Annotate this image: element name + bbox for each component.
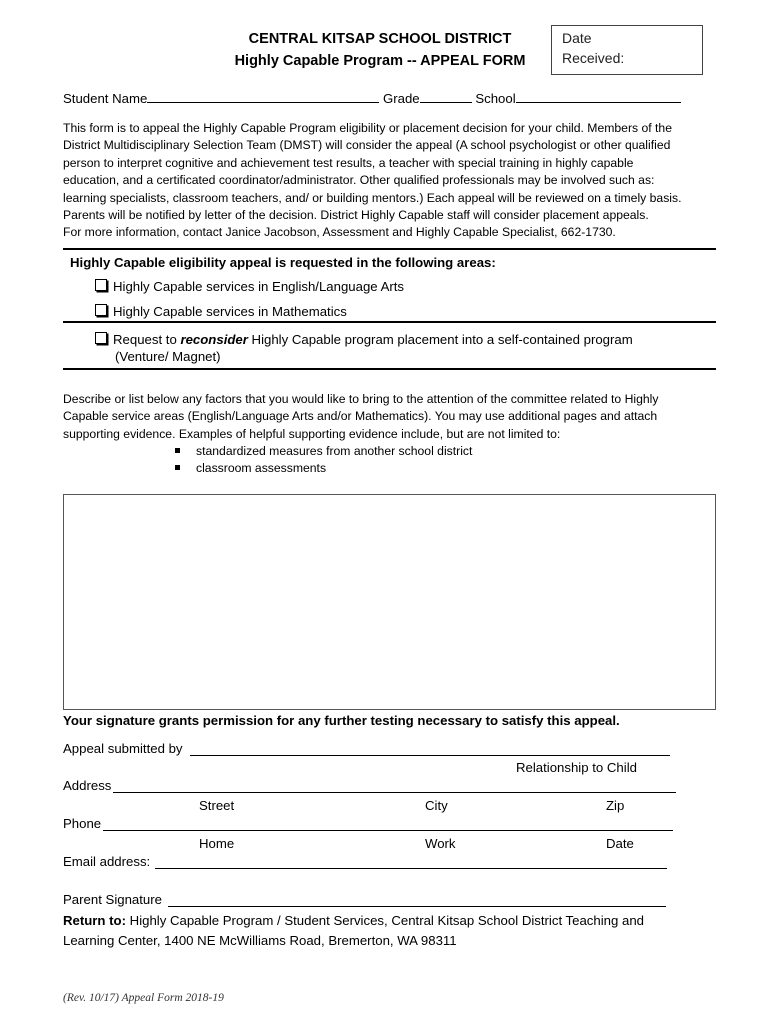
intro-line: District Multidisciplinary Selection Team (DMST) will consider the appeal (A school psychologist or other qualified <box>63 138 671 153</box>
intro-line: person to interpret cognitive and achievement test results, a teacher with special training in highly capable <box>63 155 634 170</box>
parent-signature-label: Parent Signature <box>63 892 162 907</box>
describe-paragraph <box>63 391 723 443</box>
intro-line: This form is to appeal the Highly Capable Program eligibility or placement decision for your child. Members of the <box>63 121 672 135</box>
bullet-text: standardized measures from another school district <box>196 444 473 458</box>
describe-line: supporting evidence. Examples of helpful supporting evidence include, but are not limited to: <box>63 426 561 441</box>
form-revision-footer: (Rev. 10/17) Appeal Form 2018-19 <box>63 992 224 1004</box>
email-label: Email address: <box>63 854 151 869</box>
grade-field[interactable] <box>420 89 472 103</box>
divider-top <box>63 248 716 250</box>
checkbox-reconsider[interactable] <box>95 332 107 344</box>
street-label: Street <box>199 798 235 813</box>
student-name-label: Student Name <box>63 91 148 106</box>
parent-signature-field[interactable] <box>168 906 666 907</box>
intro-paragraph <box>63 120 723 242</box>
divider-bottom <box>63 368 716 370</box>
bullet-item <box>175 443 472 460</box>
school-field[interactable] <box>516 89 681 103</box>
email-field[interactable] <box>155 868 667 869</box>
intro-line: For more information, contact Janice Jacobson, Assessment and Highly Capable Specialist, 662-1730. <box>63 225 616 240</box>
phone-label: Phone <box>63 816 102 831</box>
option-reconsider-emphasis: reconsider <box>180 332 248 347</box>
city-label: City <box>425 798 448 813</box>
evidence-bullets <box>175 443 472 478</box>
district-name: CENTRAL KITSAP SCHOOL DISTRICT <box>248 31 512 47</box>
option-reconsider-line2: (Venture/ Magnet) <box>115 349 221 364</box>
bullet-text: classroom assessments <box>196 461 327 476</box>
student-name-field[interactable] <box>147 89 379 103</box>
describe-line: Describe or list below any factors that you would like to bring to the attention of the committee related to Highly <box>63 392 659 406</box>
school-label: School <box>475 91 516 106</box>
intro-line: education, and a certificated coordinator/administrator. Other qualified professionals may be involved such as: <box>63 173 655 188</box>
home-label: Home <box>199 836 235 851</box>
zip-label: Zip <box>606 798 625 813</box>
address-field[interactable] <box>113 792 676 793</box>
option-reconsider-suffix: Highly Capable program placement into a self-contained program <box>247 332 633 347</box>
return-to-line2: Learning Center, 1400 NE McWilliams Road, Bremerton, WA 98311 <box>63 933 457 948</box>
checkbox-ela[interactable] <box>95 279 107 291</box>
date-received-box[interactable] <box>551 25 703 75</box>
address-label: Address <box>63 778 112 793</box>
submitted-by-label: Appeal submitted by <box>63 741 183 756</box>
return-to-block <box>63 911 713 951</box>
student-info-row <box>63 89 681 106</box>
relationship-label: Relationship to Child <box>516 760 637 775</box>
option-math-label: Highly Capable services in Mathematics <box>113 304 347 319</box>
return-to-line1: Highly Capable Program / Student Services, Central Kitsap School District Teaching and <box>126 913 644 928</box>
option-reconsider-prefix: Request to <box>113 332 181 347</box>
intro-line: Parents will be notified by letter of the decision. District Highly Capable staff will consider placement appeals. <box>63 208 649 223</box>
appeal-factors-textbox[interactable] <box>63 494 716 710</box>
submitted-by-field[interactable] <box>190 755 670 756</box>
signature-notice: Your signature grants permission for any further testing necessary to satisfy this appeal. <box>63 713 620 728</box>
option-reconsider[interactable] <box>95 332 695 364</box>
bullet-item <box>175 460 472 477</box>
return-to-label: Return to: <box>63 913 126 928</box>
option-math[interactable] <box>95 304 347 319</box>
phone-field[interactable] <box>103 830 673 831</box>
date-field-label: Date <box>606 836 634 851</box>
checkbox-math[interactable] <box>95 304 107 316</box>
divider-middle <box>63 321 716 323</box>
grade-label: Grade <box>382 91 420 106</box>
intro-line: learning specialists, classroom teachers, and/ or building mentors.) Each appeal will be reviewed on a timely basis. <box>63 190 682 205</box>
date-label: Date <box>562 30 592 46</box>
describe-line: Capable service areas (English/Language Arts and/or Mathematics). You may use additional pages and attach <box>63 409 658 424</box>
option-ela[interactable] <box>95 279 404 294</box>
work-label: Work <box>425 836 456 851</box>
option-ela-label: Highly Capable services in English/Language Arts <box>113 279 405 294</box>
received-label: Received: <box>562 50 625 66</box>
form-title: Highly Capable Program -- APPEAL FORM <box>234 53 526 69</box>
appeal-areas-heading: Highly Capable eligibility appeal is requested in the following areas: <box>70 255 496 270</box>
